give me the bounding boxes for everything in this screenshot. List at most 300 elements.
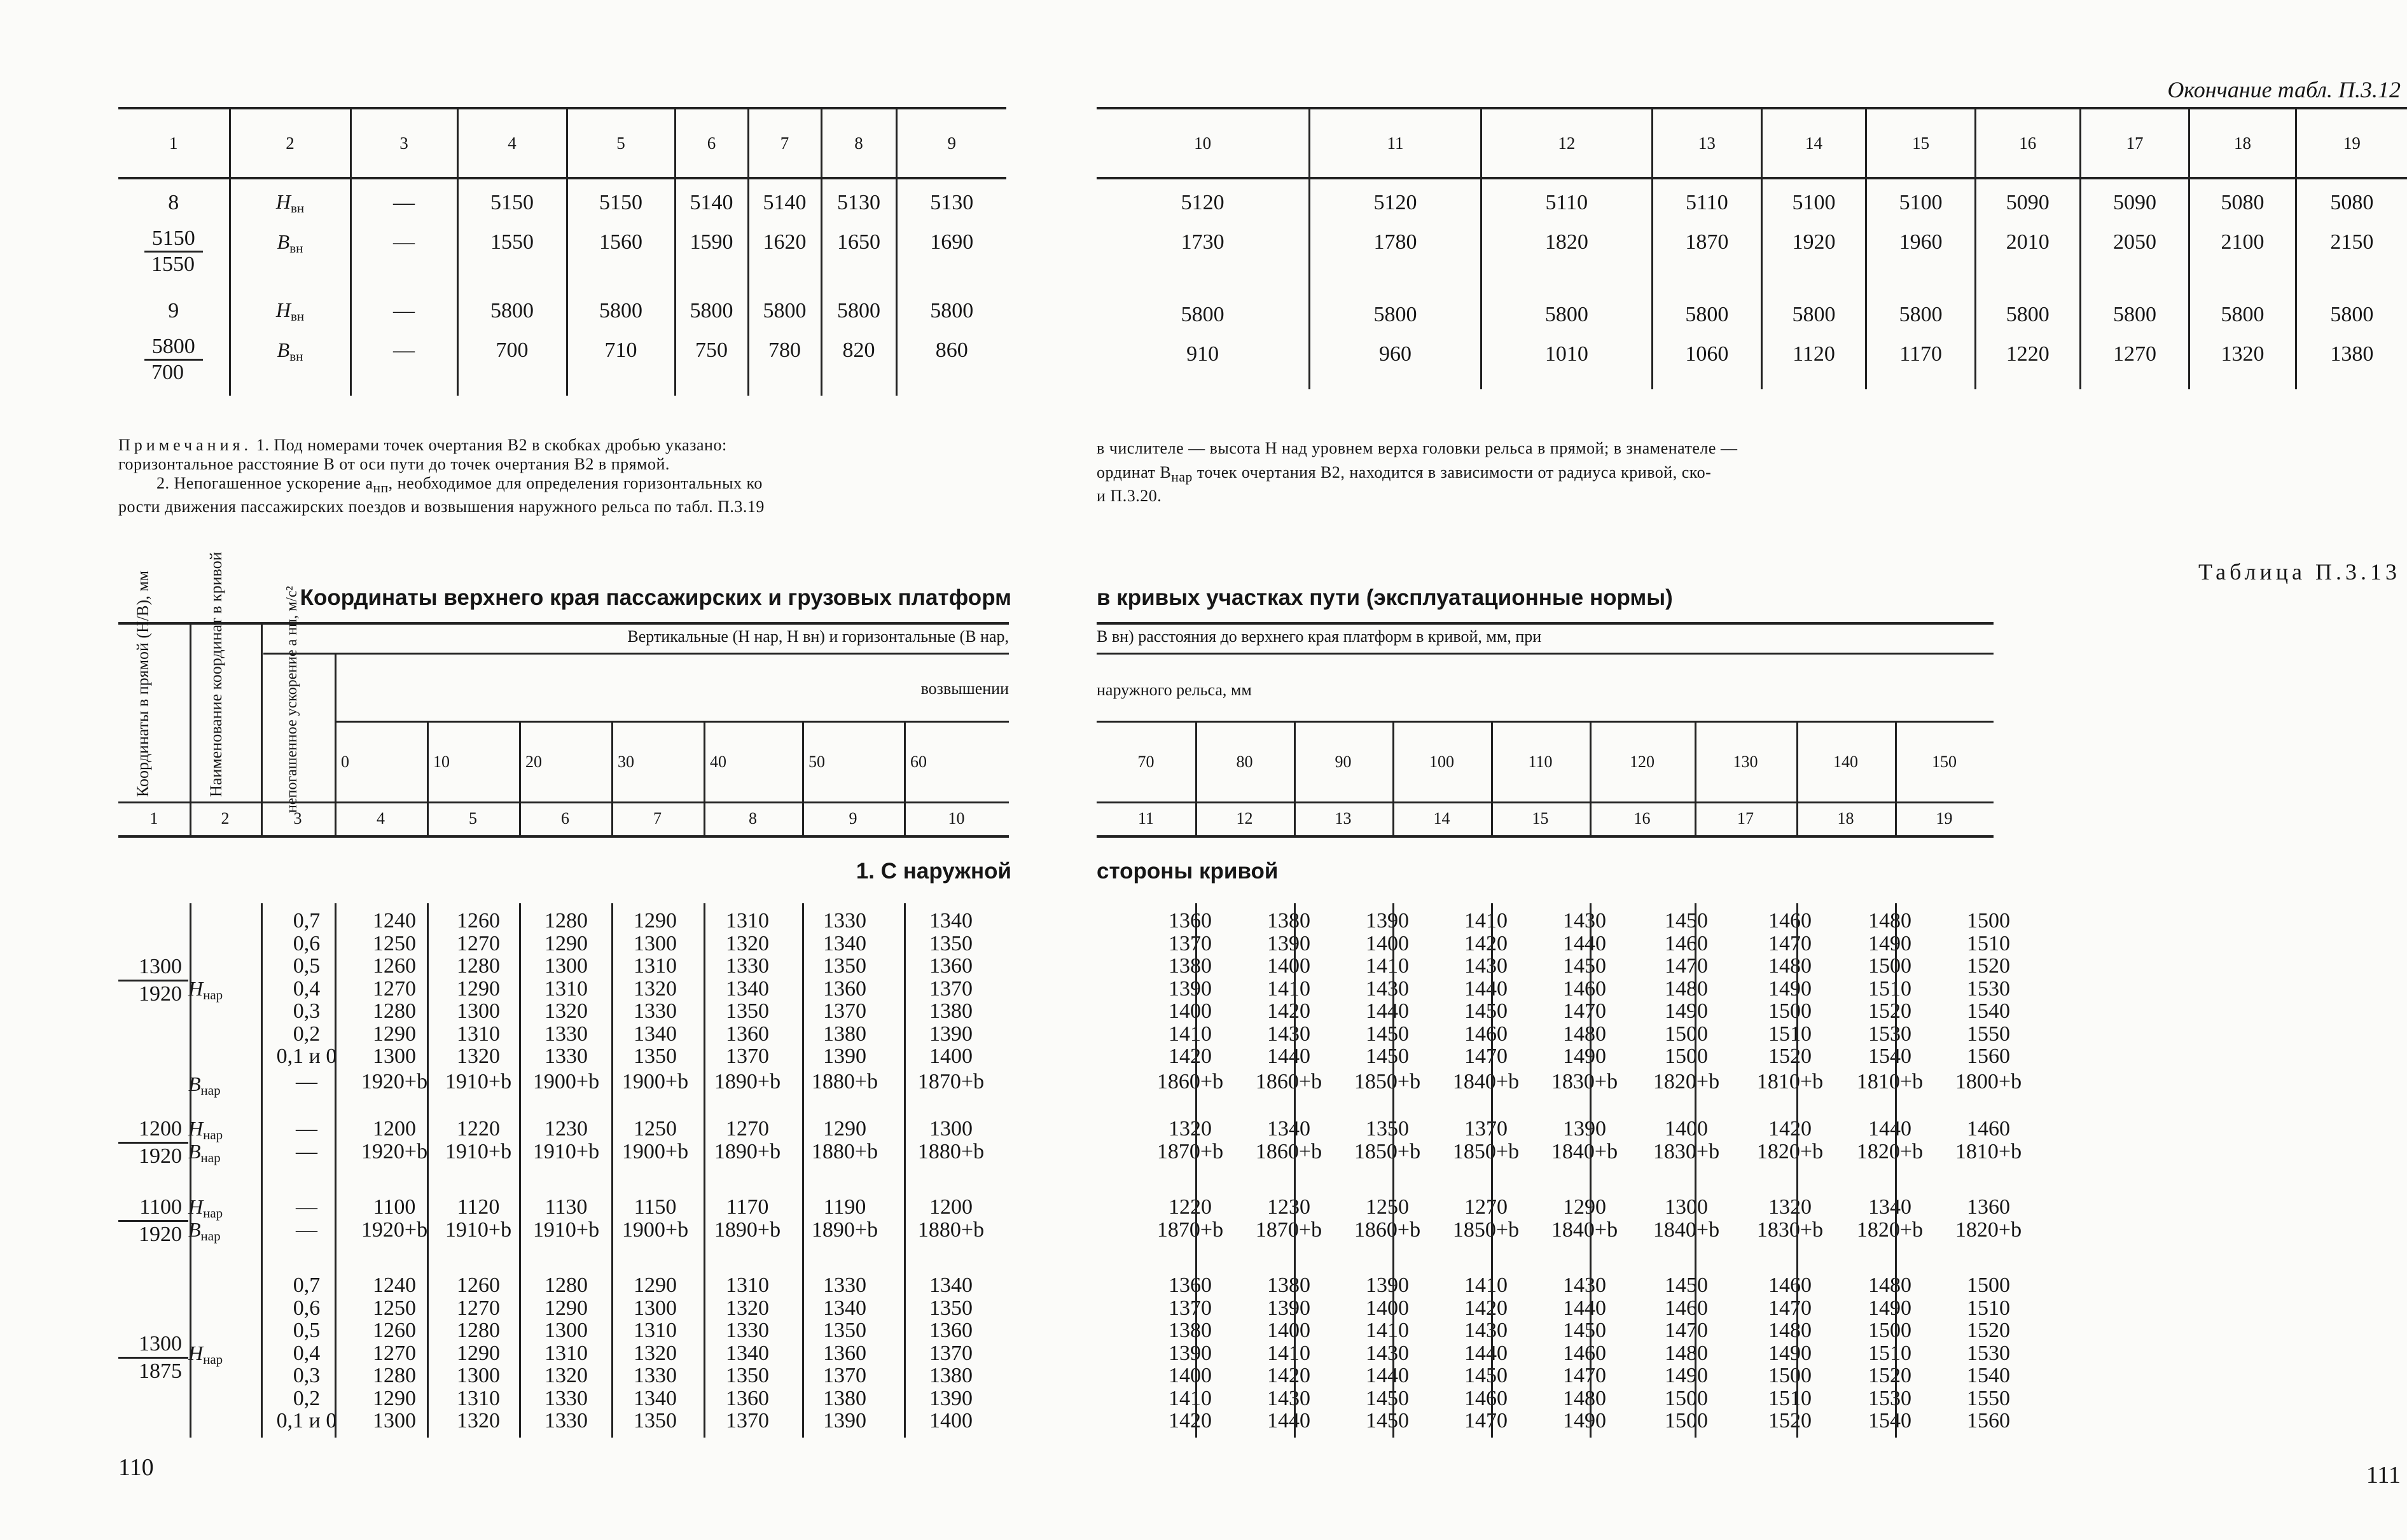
right-top-row	[1097, 338, 2407, 389]
platform-value: 1890+b	[714, 1070, 781, 1093]
coord-name-sub: нар	[200, 1149, 221, 1165]
platform-value: 1410	[1366, 1319, 1409, 1342]
platform-value: 1270	[373, 976, 416, 1001]
coord-name-sub: нар	[203, 987, 223, 1002]
platform-value: 1460	[1768, 909, 1812, 933]
coord-symbol-cell	[230, 335, 350, 396]
right-notes	[1097, 439, 2051, 506]
left-caption: Координаты верхнего края пассажирских и грузовых платформ	[300, 585, 1011, 610]
platform-value: 1420	[1464, 931, 1508, 955]
platform-value: 1480	[1868, 1273, 1911, 1297]
left-top-row	[118, 288, 1006, 335]
platform-value: 1450	[1563, 1319, 1606, 1342]
platform-value: 1400	[929, 1044, 973, 1068]
platform-value: 1800+b	[1955, 1070, 2022, 1093]
coord-name-letter: H	[188, 1341, 204, 1364]
value-cell: 5100	[1866, 178, 1976, 226]
right-note-text-2b: точек очертания В2, находится в зависимости от радиуса кривой, ско-	[1192, 463, 1712, 482]
platform-value: 1300	[373, 1409, 416, 1432]
platform-value: 1350	[823, 1319, 866, 1342]
fraction-numerator	[118, 226, 229, 253]
value-cell: 5140	[748, 178, 821, 226]
value-cell: 1320	[2189, 338, 2296, 389]
platform-value: 1480	[1563, 1022, 1606, 1046]
platform-value: 1390	[929, 1022, 973, 1046]
value-cell: 5800	[1976, 291, 2081, 338]
platform-value: 1860+b	[1354, 1217, 1421, 1242]
header-rail-value: 150	[1932, 753, 1957, 771]
platform-value: 1850+b	[1452, 1217, 1520, 1242]
acceleration-value: —	[296, 1117, 317, 1141]
header-col-number: 9	[849, 809, 857, 828]
platform-value: 1460	[1967, 1117, 2010, 1141]
right-top-row	[1097, 291, 2407, 338]
coord-name-sub: нар	[200, 1083, 221, 1098]
platform-value: 1370	[1169, 1296, 1212, 1320]
body-col-line	[519, 903, 521, 1438]
platform-value: 1430	[1464, 954, 1508, 978]
note-line-1	[118, 436, 1009, 455]
platform-value: 1900+b	[621, 1070, 689, 1093]
platform-value: 1500	[1665, 1022, 1708, 1046]
value-cell: 5800	[1310, 291, 1481, 338]
header-col-number: 18	[1837, 809, 1854, 828]
platform-value: 1410	[1169, 1022, 1212, 1046]
left-top-header-8: 8	[821, 108, 896, 178]
platform-value: 1270	[726, 1117, 769, 1141]
platform-value: 1430	[1464, 1319, 1508, 1342]
platform-value: 1370	[1464, 1117, 1508, 1141]
header-rail-value: 50	[808, 753, 825, 771]
header-rail-value: 70	[1137, 753, 1155, 771]
right-note-line-1: в числителе — высота Н над уровнем верха головки рельса в прямой; в знаменателе —	[1097, 439, 1738, 457]
platform-value: 1420	[1169, 1044, 1212, 1068]
platform-value: 1260	[373, 1319, 416, 1342]
left-top-row	[118, 226, 1006, 288]
header-coords-name: Наименование координат в кривой	[207, 551, 225, 797]
platform-value: 1920+b	[361, 1217, 428, 1242]
body-col-line	[190, 903, 191, 1438]
platform-value: 1510	[1768, 1022, 1812, 1046]
platform-value: 1390	[1563, 1117, 1606, 1141]
platform-value: 1520	[1967, 954, 2010, 978]
platform-value: 1420	[1267, 1364, 1310, 1387]
value-cell: 860	[896, 335, 1006, 396]
header-rail-value: 30	[618, 753, 634, 771]
platform-value: 1340	[726, 1341, 769, 1365]
platform-value: 1390	[823, 1409, 866, 1432]
value-cell: 1010	[1481, 338, 1652, 389]
left-notes	[118, 436, 1009, 517]
platform-value: 1240	[373, 909, 416, 933]
left-page-number: 110	[118, 1454, 154, 1481]
platform-value: 1280	[373, 999, 416, 1023]
body-col-line	[1695, 903, 1696, 1438]
platform-value: 1450	[1464, 1364, 1508, 1387]
platform-value: 1370	[823, 1364, 866, 1387]
dash-cell: —	[350, 226, 457, 288]
left-top-header-9: 9	[896, 108, 1006, 178]
right-header-span-sub: наружного рельса, мм	[1097, 681, 1252, 699]
platform-value: 1400	[1366, 1296, 1409, 1320]
platform-value: 1490	[1563, 1409, 1606, 1432]
platform-value: 1530	[1868, 1022, 1911, 1046]
platform-value: 1310	[726, 909, 769, 933]
coord-symbol-letter: H	[275, 190, 291, 213]
platform-value: 1300	[457, 1364, 500, 1387]
platform-value: 1260	[457, 1273, 500, 1297]
header-col-number: 2	[221, 809, 230, 828]
platform-value: 1430	[1563, 1273, 1606, 1297]
platform-value: 1410	[1267, 1341, 1310, 1365]
platform-value: 1280	[457, 1319, 500, 1342]
value-cell: 5800	[1181, 303, 1224, 326]
value-cell: 1590	[675, 226, 748, 288]
value-cell: 5080	[2189, 178, 2296, 226]
platform-value: 1350	[823, 954, 866, 978]
platform-value: 1340	[1267, 1117, 1310, 1141]
value-cell: 5140	[675, 178, 748, 226]
platform-value: 1540	[1967, 999, 2010, 1023]
platform-value: 1850+b	[1452, 1139, 1520, 1163]
platform-value: 1510	[1967, 1296, 2010, 1320]
value-cell: 5800	[1761, 291, 1866, 338]
platform-value: 1340	[634, 1022, 677, 1046]
platform-value: 1320	[457, 1409, 500, 1432]
platform-value: 1330	[823, 909, 866, 933]
platform-value: 1330	[823, 1273, 866, 1297]
right-top-header-15: 15	[1866, 108, 1976, 178]
platform-value: 1360	[726, 1022, 769, 1046]
platform-value: 1400	[1169, 999, 1212, 1023]
platform-value: 1250	[1366, 1195, 1409, 1219]
platform-value: 1520	[1768, 1409, 1812, 1432]
coord-name-letter: B	[188, 1139, 201, 1163]
body-col-line	[1590, 903, 1592, 1438]
platform-value: 1170	[726, 1195, 769, 1219]
coord-name-letter: H	[188, 976, 204, 1000]
platform-value: 1250	[373, 931, 416, 955]
right-top-header-10: 10	[1097, 108, 1310, 178]
body-col-line	[1796, 903, 1798, 1438]
left-section-title: 1. С наружной	[856, 859, 1011, 884]
value-cell: 1560	[567, 226, 675, 288]
platform-value: 1380	[1267, 909, 1310, 933]
coord-name-letter: H	[188, 1195, 204, 1218]
platform-value: 1870+b	[917, 1070, 985, 1093]
note-line-3	[118, 474, 1009, 497]
platform-value: 1350	[726, 999, 769, 1023]
coord-name-sub: нар	[203, 1127, 223, 1142]
platform-value: 1500	[1768, 999, 1812, 1023]
platform-value: 1290	[373, 1386, 416, 1410]
value-cell: 5800	[567, 288, 675, 335]
platform-value: 1360	[1169, 909, 1212, 933]
platform-value: 1350	[929, 1296, 973, 1320]
value-cell: 1780	[1310, 226, 1481, 291]
fraction-cell	[118, 226, 230, 288]
acceleration-value: 0,6	[293, 1296, 321, 1320]
platform-value: 1840+b	[1551, 1217, 1618, 1242]
value-cell: 820	[821, 335, 896, 396]
platform-value: 1520	[1967, 1319, 2010, 1342]
value-cell: 710	[567, 335, 675, 396]
platform-value: 1300	[457, 999, 500, 1023]
platform-value: 1380	[929, 1364, 973, 1387]
acceleration-value: 0,5	[293, 954, 321, 978]
platform-value: 1490	[1768, 1341, 1812, 1365]
platform-value: 1150	[634, 1195, 677, 1219]
platform-value: 1520	[1868, 1364, 1911, 1387]
coord-symbol-cell	[230, 178, 350, 226]
coord-fraction	[118, 1195, 188, 1247]
platform-value: 1380	[823, 1022, 866, 1046]
continuation-label: Окончание табл. П.3.12	[2167, 77, 2401, 102]
header-col-number: 12	[1236, 809, 1253, 828]
right-top-header-row	[1097, 108, 2407, 178]
platform-value: 1370	[929, 1341, 973, 1365]
platform-value: 1510	[1868, 1341, 1911, 1365]
platform-value: 1320	[726, 931, 769, 955]
value-cell: 1870	[1652, 226, 1761, 291]
platform-value: 1300	[929, 1117, 973, 1141]
platform-value: 1880+b	[811, 1070, 878, 1093]
coord-name	[188, 1073, 221, 1102]
coord-symbol-sub: вн	[289, 349, 303, 364]
coord-symbol-sub: вн	[290, 308, 305, 324]
platform-value: 1360	[823, 976, 866, 1001]
platform-value: 1440	[1464, 1341, 1508, 1365]
platform-value: 1850+b	[1354, 1139, 1421, 1163]
value-cell: 5130	[821, 178, 896, 226]
platform-value: 1320	[1169, 1117, 1212, 1141]
platform-value: 1300	[545, 1319, 588, 1342]
platform-value: 1220	[457, 1117, 500, 1141]
body-col-line	[611, 903, 613, 1438]
platform-value: 1480	[1768, 1319, 1812, 1342]
header-coords-straight: Координаты в прямой (Н/В), мм	[134, 570, 152, 797]
platform-value: 1320	[634, 1341, 677, 1365]
platform-value: 1270	[457, 931, 500, 955]
platform-value: 1290	[545, 931, 588, 955]
platform-value: 1340	[929, 909, 973, 933]
right-bottom-header	[1097, 622, 1994, 838]
platform-value: 1320	[726, 1296, 769, 1320]
platform-value: 1300	[634, 931, 677, 955]
platform-value: 1450	[1366, 1022, 1409, 1046]
platform-value: 1920+b	[361, 1070, 428, 1093]
platform-value: 1330	[634, 1364, 677, 1387]
platform-value: 1880+b	[917, 1139, 985, 1163]
platform-value: 1540	[1967, 1364, 2010, 1387]
platform-value: 1510	[1967, 931, 2010, 955]
body-col-line	[1392, 903, 1394, 1438]
platform-value: 1300	[373, 1044, 416, 1068]
note-text-1: 1. Под номерами точек очертания В2 в скобках дробью указано:	[251, 436, 727, 454]
platform-value: 1450	[1563, 954, 1606, 978]
platform-value: 1300	[634, 1296, 677, 1320]
platform-value: 1390	[1169, 976, 1212, 1001]
platform-value: 1810+b	[1856, 1070, 1924, 1093]
table-label: Таблица П.3.13	[2198, 559, 2401, 585]
coord-fraction-denominator: 1875	[139, 1359, 182, 1383]
value-cell: 5100	[1761, 178, 1866, 226]
platform-value: 1480	[1768, 954, 1812, 978]
header-rail-value: 140	[1833, 753, 1858, 771]
body-col-line	[1294, 903, 1296, 1438]
platform-value: 1860+b	[1255, 1070, 1322, 1093]
platform-value: 1870+b	[1156, 1217, 1224, 1242]
left-top-header-6: 6	[675, 108, 748, 178]
right-note-text-2a: ординат В	[1097, 463, 1172, 482]
coord-name-letter: B	[188, 1217, 201, 1241]
platform-value: 1360	[1967, 1195, 2010, 1219]
body-col-line	[1491, 903, 1493, 1438]
point-number: 9	[168, 299, 179, 323]
value-cell: 1060	[1652, 338, 1761, 389]
right-top-header-13: 13	[1652, 108, 1761, 178]
platform-value: 1820+b	[1756, 1139, 1824, 1163]
value-cell: 5800	[2296, 291, 2407, 338]
platform-value: 1490	[1768, 976, 1812, 1001]
platform-value: 1500	[1868, 1319, 1911, 1342]
header-col-number: 10	[948, 809, 965, 828]
left-top-row	[118, 178, 1006, 226]
body-col-line	[704, 903, 705, 1438]
platform-value: 1350	[1366, 1117, 1409, 1141]
platform-value: 1560	[1967, 1044, 2010, 1068]
platform-value: 1470	[1665, 954, 1708, 978]
right-top-header-19: 19	[2296, 108, 2407, 178]
platform-value: 1400	[1665, 1117, 1708, 1141]
header-col-number: 13	[1335, 809, 1352, 828]
left-top-row	[118, 335, 1006, 396]
header-rail-value: 0	[341, 753, 349, 771]
platform-value: 1460	[1464, 1386, 1508, 1410]
note-text-3: 2. Непогашенное ускорение a	[156, 474, 373, 492]
platform-value: 1130	[545, 1195, 588, 1219]
left-page	[0, 0, 1052, 1540]
header-col-number: 3	[293, 809, 302, 828]
header-col-number: 16	[1634, 809, 1651, 828]
value-cell: 750	[675, 335, 748, 396]
acceleration-value: 0,3	[293, 1364, 321, 1387]
right-top-header-17: 17	[2080, 108, 2189, 178]
value-cell: 2050	[2080, 226, 2189, 291]
platform-value: 1910+b	[445, 1217, 512, 1242]
platform-value: 1910+b	[532, 1217, 600, 1242]
point-number: 8	[168, 191, 179, 214]
platform-value: 1450	[1665, 909, 1708, 933]
platform-value: 1850+b	[1354, 1070, 1421, 1093]
platform-value: 1520	[1768, 1044, 1812, 1068]
value-cell: 1620	[748, 226, 821, 288]
left-top-table	[118, 107, 1006, 396]
platform-value: 1280	[457, 954, 500, 978]
acceleration-value: —	[296, 1070, 317, 1093]
platform-value: 1250	[634, 1117, 677, 1141]
platform-value: 1360	[1169, 1273, 1212, 1297]
coord-name-sub: нар	[203, 1205, 223, 1221]
coord-fraction-denominator: 1920	[139, 982, 182, 1006]
coord-symbol-cell	[230, 226, 350, 288]
platform-value: 1340	[726, 976, 769, 1001]
platform-value: 1560	[1967, 1409, 2010, 1432]
header-col-number: 5	[469, 809, 477, 828]
body-col-line	[335, 903, 336, 1438]
header-span-title: Вертикальные (Н нар, Н вн) и горизонтальные (В нар,	[627, 627, 1009, 646]
platform-value: 1530	[1967, 1341, 2010, 1365]
platform-value: 1380	[1169, 954, 1212, 978]
coord-fraction	[118, 1116, 188, 1169]
platform-value: 1900+b	[532, 1070, 600, 1093]
platform-value: 1380	[1169, 1319, 1212, 1342]
header-rail-value: 100	[1429, 753, 1454, 771]
fraction-denominator: 1550	[151, 253, 195, 276]
platform-value: 1830+b	[1653, 1139, 1720, 1163]
value-cell: 5800	[1652, 291, 1761, 338]
value-cell: 2100	[2189, 226, 2296, 291]
platform-value: 1440	[1464, 976, 1508, 1001]
platform-value: 1430	[1366, 1341, 1409, 1365]
platform-value: 1260	[373, 954, 416, 978]
platform-value: 1390	[1169, 1341, 1212, 1365]
platform-value: 1810+b	[1756, 1070, 1824, 1093]
platform-value: 1410	[1366, 954, 1409, 978]
platform-value: 1320	[457, 1044, 500, 1068]
platform-value: 1820+b	[1856, 1139, 1924, 1163]
right-top-header-18: 18	[2189, 108, 2296, 178]
value-cell: 5110	[1481, 178, 1652, 226]
platform-value: 1460	[1768, 1273, 1812, 1297]
value-cell: 5150	[567, 178, 675, 226]
platform-value: 1350	[634, 1409, 677, 1432]
acceleration-value: —	[296, 1195, 317, 1219]
platform-value: 1390	[1267, 1296, 1310, 1320]
value-cell: 5800	[896, 288, 1006, 335]
value-cell: 700	[457, 335, 567, 396]
platform-value: 1230	[545, 1117, 588, 1141]
platform-value: 1500	[1967, 909, 2010, 933]
platform-value: 1390	[823, 1044, 866, 1068]
platform-value: 1410	[1464, 909, 1508, 933]
header-acceleration: непогашенное ускорение a нп, м/с²	[284, 586, 300, 813]
value-cell: 1220	[1976, 338, 2081, 389]
value-cell: 2150	[2296, 226, 2407, 291]
right-top-table	[1097, 107, 2407, 389]
value-cell: 5150	[457, 178, 567, 226]
value-cell: 960	[1310, 338, 1481, 389]
platform-value: 1290	[373, 1022, 416, 1046]
platform-value: 1440	[1366, 999, 1409, 1023]
platform-value: 1840+b	[1452, 1070, 1520, 1093]
platform-value: 1340	[1868, 1195, 1911, 1219]
platform-value: 1420	[1169, 1409, 1212, 1432]
platform-value: 1500	[1768, 1364, 1812, 1387]
acceleration-value: 0,4	[293, 1341, 321, 1365]
fraction-denominator: 700	[151, 361, 184, 384]
platform-value: 1100	[373, 1195, 416, 1219]
platform-value: 1470	[1563, 999, 1606, 1023]
platform-value: 1460	[1665, 1296, 1708, 1320]
right-page-number: 111	[2366, 1462, 2401, 1488]
platform-value: 1350	[634, 1044, 677, 1068]
header-rail-value: 10	[433, 753, 450, 771]
platform-value: 1860+b	[1255, 1139, 1322, 1163]
platform-value: 1460	[1464, 1022, 1508, 1046]
platform-value: 1320	[545, 1364, 588, 1387]
platform-value: 1900+b	[621, 1139, 689, 1163]
